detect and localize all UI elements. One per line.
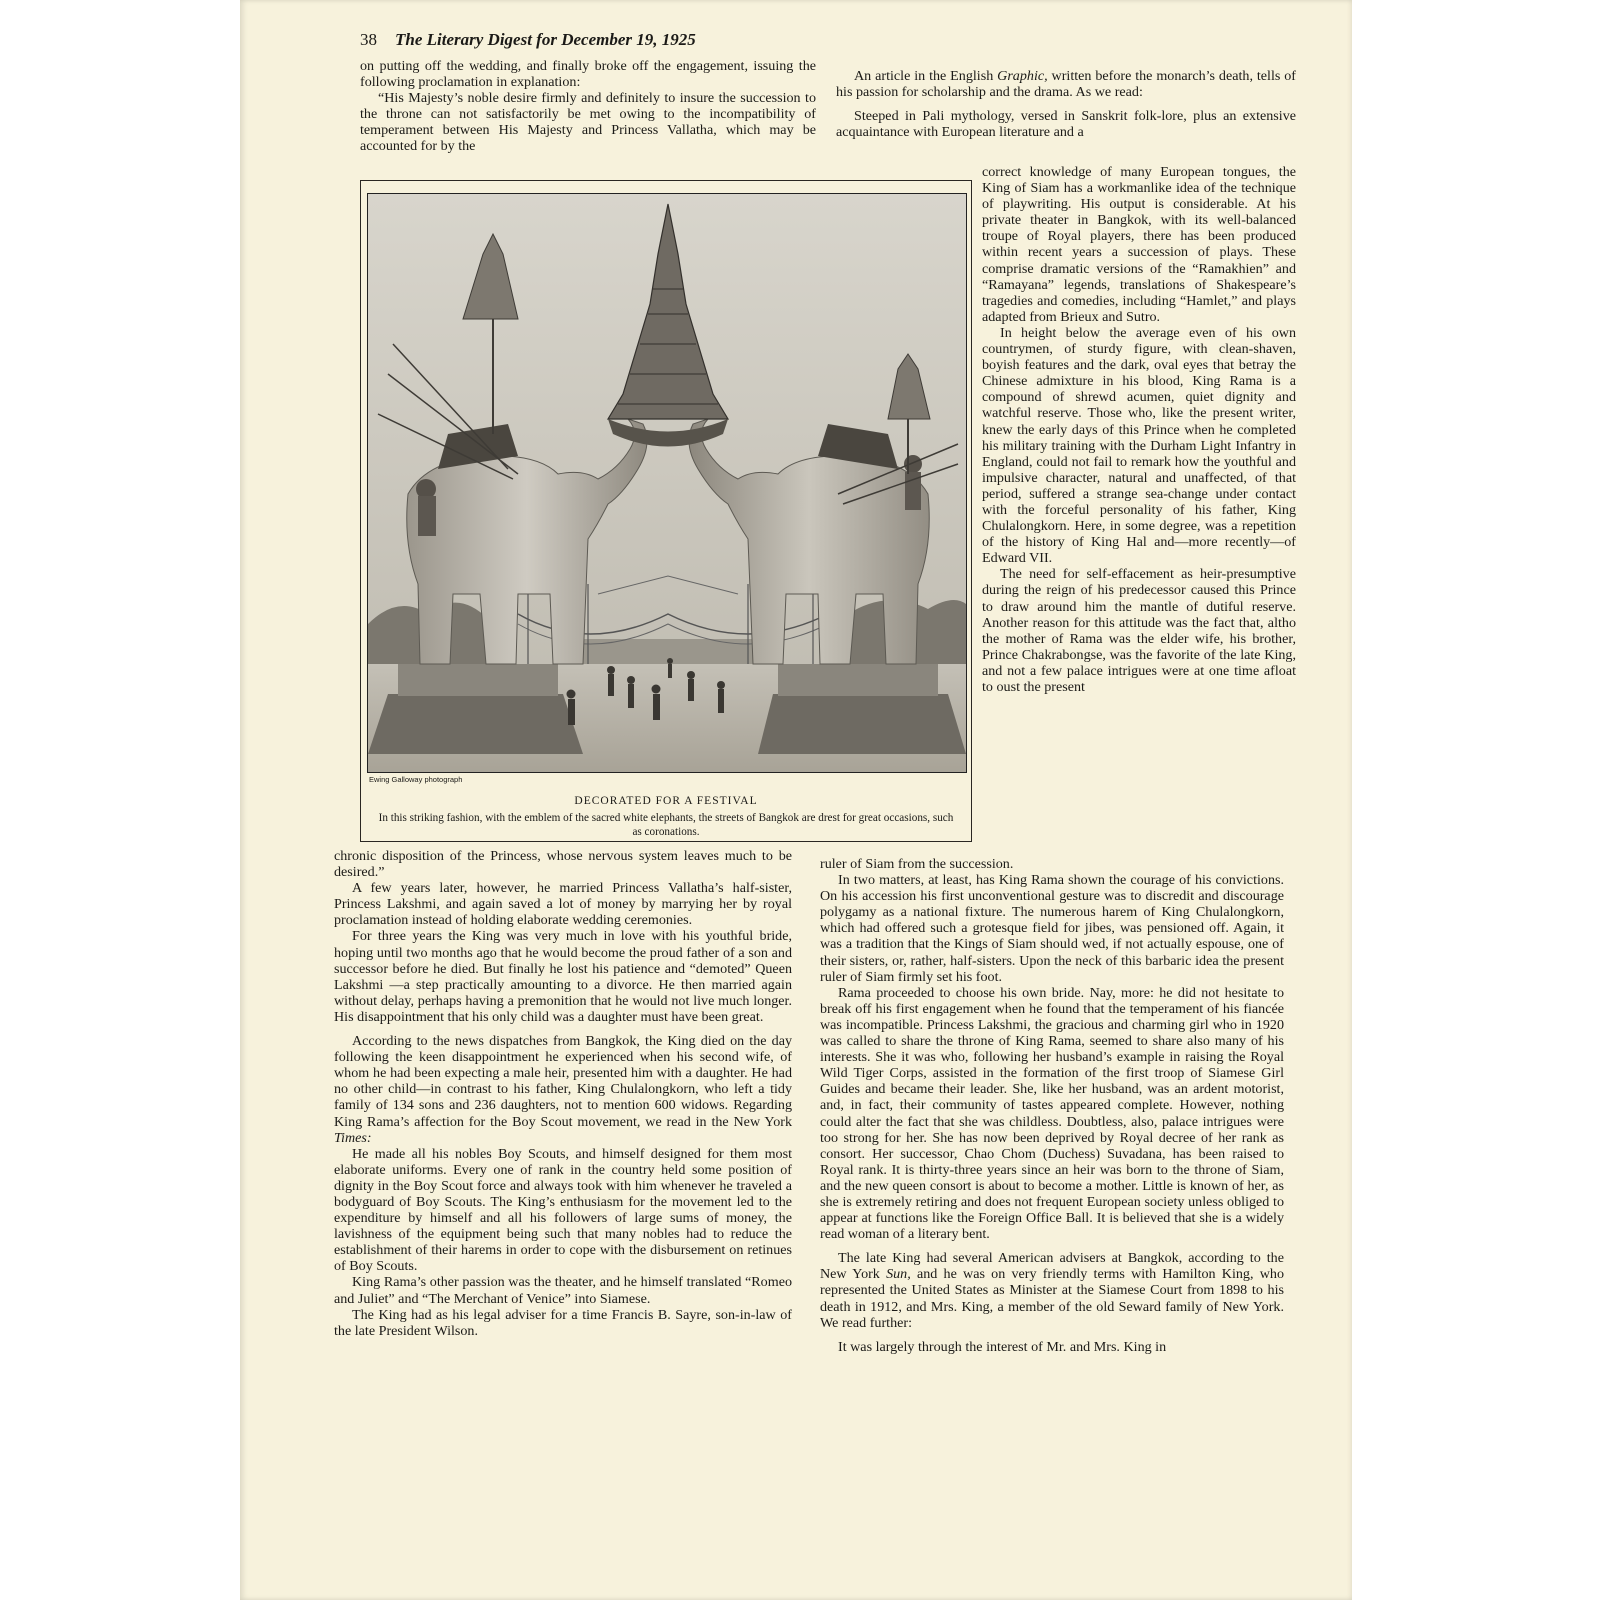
- caption-body: In this striking fashion, with the emblem of the sacred white elephants, the streets of Bangkok are drest for great occasions, such as coronations.: [378, 812, 954, 838]
- caption-title: DECORATED FOR A FESTIVAL: [574, 795, 758, 807]
- paragraph: chronic disposition of the Princess, whose nervous system leaves much to be desired.”: [334, 848, 792, 881]
- photo-illustration: [368, 194, 966, 772]
- quote-paragraph: In height below the average even of his own countrymen, of sturdy figure, with clean-shaven, boyish features and the dark, oval eyes that betray the Chinese admixture in his blood, King Rama is a compound of shrewd acumen, quiet dignity and watchful reserve. Those who, like the present writer, knew the early days of this Prince when he completed his military training with the Durham Light Infantry in England, could not fail to remark how the youthful and impulsive character, natural and unaffected, of that period, suffered a strange sea-change under contact with the forceful personality of his father, King Chulalongkorn. Here, in some degree, was a repetition of the history of King Hal and—more recently—of Edward VII.: [982, 324, 1296, 567]
- festival-elephant-arch-photo: [367, 193, 967, 773]
- quote-paragraph: In two matters, at least, has King Rama shown the courage of his convictions. On his accession his first unconventional gesture was to discredit and discourage polygamy as a national fixture. The numerous harem of King Chulalongkorn, which had offered such a grotesque field for jibes, was pensioned off. Again, it was a tradition that the Kings of Siam should wed, if not actually espouse, one of their sisters, or, rather, half-sisters. Upon the neck of this barbaric idea the present ruler of Siam firmly set his foot.: [820, 872, 1284, 985]
- quote-paragraph: King Rama’s other passion was the theater, and he himself translated “Romeo and Juliet” and “The Merchant of Venice” into Siamese.: [334, 1274, 792, 1307]
- newspaper-name: Sun,: [886, 1266, 911, 1283]
- quote-paragraph: The King had as his legal adviser for a time Francis B. Sayre, son-in-law of the late President Wilson.: [334, 1306, 792, 1339]
- paragraph: [820, 1250, 1284, 1330]
- figure: [360, 180, 972, 842]
- right-column-bottom: [820, 856, 1284, 1355]
- right-column-narrow: [982, 164, 1296, 695]
- proclamation-quote: “His Majesty’s noble desire firmly and definitely to insure the succession to the throne can not satisfactorily be met owing to the incompatibility of temperament between His Majesty and Princess Vallatha, which may be accounted for by the: [360, 90, 816, 155]
- quote-paragraph: correct knowledge of many European tongues, the King of Siam has a workmanlike idea of the technique of playwriting. His output is considerable. At his private theater in Bangkok, with its well-balanced troupe of Royal players, there has been produced within recent years a succession of plays. These comprise dramatic versions of the “Ramakhien” and “Ramayana” legends, translations of Shakespeare’s tragedies and comedies, including “Hamlet,” and plays adapted from Brieux and Sutro.: [982, 164, 1296, 325]
- paragraph: [836, 68, 1296, 100]
- left-column-top: [360, 58, 816, 155]
- paragraph-text: and he was on very friendly terms with Hamilton King, who represented the United States as Minister at the Siamese Court from 1898 to his death in 1912, and Mrs. King, a member of the old Seward family of New York. We read further:: [820, 1266, 1284, 1331]
- paragraph: [334, 1033, 792, 1146]
- page-header: [360, 30, 696, 50]
- page-number: 38: [360, 30, 377, 49]
- quote-paragraph: Rama proceeded to choose his own bride. Nay, more: he did not hesitate to break off his first engagement when he found that the temperament of his fiancée was incompatible. Princess Lakshmi, the gracious and charming girl who in 1920 was called to share the throne of King Rama, seemed to share also many of his interests. She it was who, following her husband’s example in raising the Royal Wild Tiger Corps, assisted in the formation of the first troop of Siamese Girl Guides and became their leader. She, like her husband, was an ardent motorist, and, in fact, their community of tastes appeared complete. However, nothing could alter the fact that she was childless. Doubtless, also, palace intrigues were too strong for her. She has now been deprived by Royal decree of her rank as consort. Her successor, Chao Chom (Duchess) Suvadana, has been raised to Royal rank. It is thirty-three years since an heir was born to the throne of Siam, and the new queen consort is about to become a mother. Little is known of her, as she is extremely retiring and does not frequent European society unless obliged to appear at functions like the Foreign Office Ball. It is believed that she is a widely read woman of a literary bent.: [820, 984, 1284, 1243]
- newspaper-name: Times:: [334, 1129, 372, 1146]
- quote-paragraph: ruler of Siam from the succession.: [820, 856, 1014, 872]
- quotation: [334, 1146, 792, 1339]
- quote-paragraph: The need for self-effacement as heir-presumptive during the reign of his predecessor caused this Prince to draw around him the mantle of dutiful reserve. Another reason for this attitude was the fact that, altho the mother of Rama was the elder wife, his brother, Prince Chakrabongse, was the favorite of the late King, and not a few palace intrigues were at one time afloat to oust the present: [982, 566, 1296, 695]
- paragraph: A few years later, however, he married Princess Vallatha’s half-sister, Princess Lakshmi, and again saved a lot of money by marrying her by royal proclamation instead of holding elaborate wedding ceremonies.: [334, 880, 792, 929]
- magazine-page: [240, 0, 1352, 1600]
- left-column-bottom: [334, 848, 792, 1339]
- paragraph-text: written before the monarch’s death, tells of his passion for scholarship and the drama. As we read:: [836, 68, 1296, 101]
- quote-paragraph: It was largely through the interest of Mr. and Mrs. King in: [838, 1338, 1167, 1355]
- paragraph-text: According to the news dispatches from Bangkok, the King died on the day following the keen disappointment he experienced when his second wife, of whom he had been expecting a male heir, presented him with a daughter. He had no other child—in contrast to his father, King Chulalongkorn, who left a tidy family of 134 sons and 236 daughters, not to mention 600 widows. Regarding King Rama’s affection for the Boy Scout movement, we read in the New York: [334, 1033, 792, 1130]
- paragraph-text: The late King had several American advisers at Bangkok, according to the New York: [820, 1250, 1284, 1283]
- paragraph-text: An article in the English: [854, 68, 994, 84]
- paragraph: on putting off the wedding, and finally broke off the engagement, issuing the following proclamation in explanation:: [360, 58, 816, 91]
- quote-paragraph: Steeped in Pali mythology, versed in Sanskrit folk-lore, plus an extensive acquaintance with European literature and a: [836, 108, 1296, 141]
- right-column-top: [836, 68, 1296, 140]
- photo-credit: Ewing Galloway photograph: [369, 775, 463, 784]
- quote-paragraph: He made all his nobles Boy Scouts, and himself designed for them most elaborate uniforms. Every one of rank in the country held some position of dignity in the Boy Scout force and always took with him whenever he traveled a bodyguard of Boy Scouts. The King’s enthusiasm for the movement led to the expenditure by himself and all his followers of large sums of money, the lavishness of the equipment being such that many nobles had to reduce the establishment of their harems in order to cope with the disbursement on retinues of Boy Scouts.: [334, 1145, 792, 1275]
- publication-title: The Literary Digest for December 19, 1925: [395, 30, 696, 49]
- publication-name: Graphic,: [997, 68, 1048, 84]
- paragraph: For three years the King was very much in love with his youthful bride, hoping until two months ago that he would become the proud father of a son and successor before he died. But finally he lost his patience and “demoted” Queen Lakshmi —a step practically amounting to a divorce. He then married again without delay, perhaps having a premonition that he would not live much longer. His disappointment that his only child was a daughter must have been great.: [334, 928, 792, 1025]
